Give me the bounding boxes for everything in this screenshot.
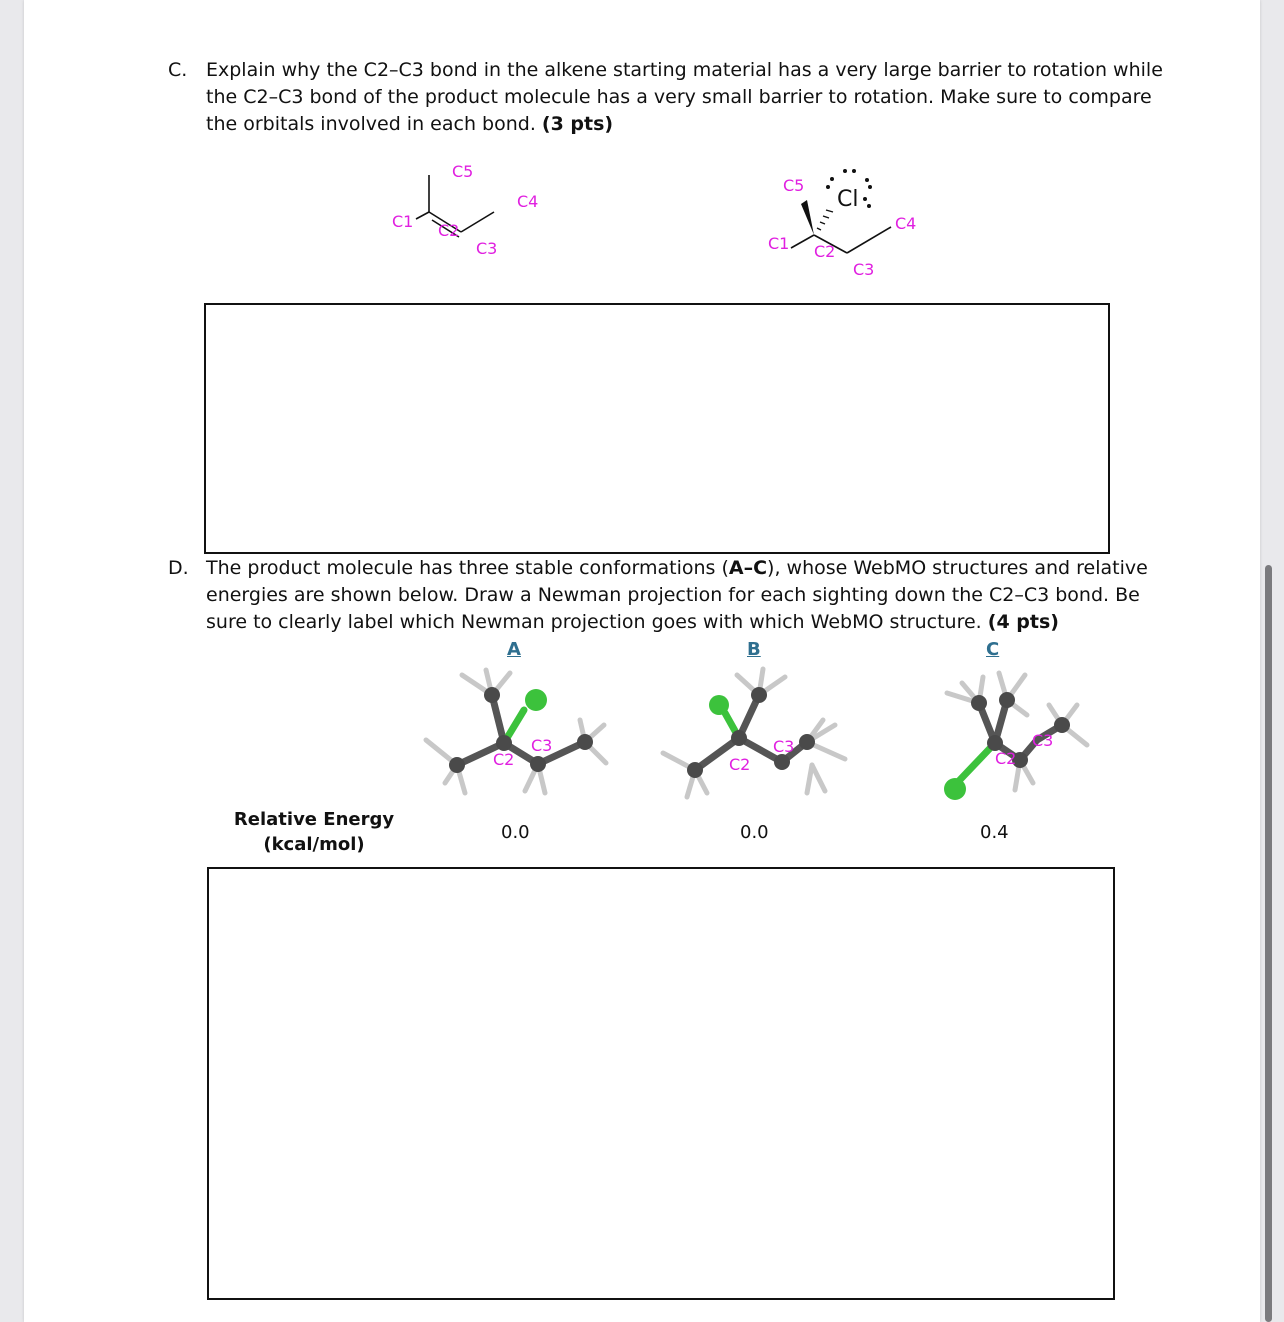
alkene-c2: C2 — [438, 221, 460, 240]
answer-box-d[interactable] — [207, 867, 1115, 1300]
relative-energy-label — [214, 807, 414, 857]
question-c-points: (3 pts) — [541, 113, 614, 135]
question-d-text — [206, 555, 1148, 636]
product-c4: C4 — [895, 214, 917, 233]
question-c-line-1: Explain why the C2–C3 bond in the alkene starting material has a very large barrier to rotation while — [206, 59, 1163, 81]
conformation-range: A–C — [728, 557, 768, 579]
chlorine-atom — [525, 689, 547, 711]
conformation-label-a: A — [507, 639, 521, 660]
energy-value-c: 0.4 — [980, 822, 1009, 843]
answer-box-c[interactable] — [204, 303, 1110, 554]
conformation-b-c2: C2 — [729, 755, 751, 774]
conformation-a-model — [420, 665, 620, 805]
question-d-line-1: The product molecule has three stable conformations (A–C), whose WebMO structures and relative — [206, 557, 1148, 579]
question-d-letter: D. — [168, 557, 189, 579]
conformation-c-c2: C2 — [995, 749, 1017, 768]
question-c-line-3: the orbitals involved in each bond. (3 pts) — [206, 113, 614, 135]
chlorine-symbol: Cl — [837, 187, 859, 212]
alkene-c5: C5 — [452, 162, 474, 181]
product-c2: C2 — [814, 242, 836, 261]
product-c1: C1 — [768, 234, 790, 253]
alkene-c4: C4 — [517, 192, 539, 211]
question-c-text — [206, 57, 1163, 138]
conformation-label-b: B — [747, 639, 761, 660]
alkene-structure — [354, 155, 554, 265]
product-structure — [759, 160, 959, 285]
conformation-c-model — [907, 665, 1107, 805]
question-d-line-3: sure to clearly label which Newman projection goes with which WebMO structure. (4 pts) — [206, 611, 1059, 633]
question-d-points: (4 pts) — [987, 611, 1059, 633]
question-d-line-2: energies are shown below. Draw a Newman projection for each sighting down the C2–C3 bond. Be — [206, 584, 1140, 606]
product-c3: C3 — [853, 260, 875, 279]
relative-energy-title: Relative Energy — [233, 809, 395, 830]
conformation-b-c3: C3 — [773, 737, 795, 756]
question-c-line-2: the C2–C3 bond of the product molecule has a very small barrier to rotation. Make sure to compare — [206, 86, 1152, 108]
energy-value-a: 0.0 — [501, 822, 530, 843]
alkene-c3: C3 — [476, 239, 498, 258]
document-page — [24, 0, 1260, 1322]
energy-value-b: 0.0 — [740, 822, 769, 843]
conformation-b-model — [657, 665, 857, 805]
chlorine-atom — [944, 778, 966, 800]
relative-energy-unit: (kcal/mol) — [263, 834, 365, 855]
scrollbar-thumb[interactable] — [1265, 565, 1272, 1322]
chlorine-atom — [709, 695, 729, 715]
conformation-a-c3: C3 — [531, 736, 553, 755]
conformation-a-c2: C2 — [493, 750, 515, 769]
product-c5: C5 — [783, 176, 805, 195]
conformation-c-c3: C3 — [1032, 731, 1054, 750]
question-c-letter: C. — [168, 59, 188, 81]
alkene-c1: C1 — [392, 212, 414, 231]
conformation-label-c: C — [986, 639, 1000, 660]
